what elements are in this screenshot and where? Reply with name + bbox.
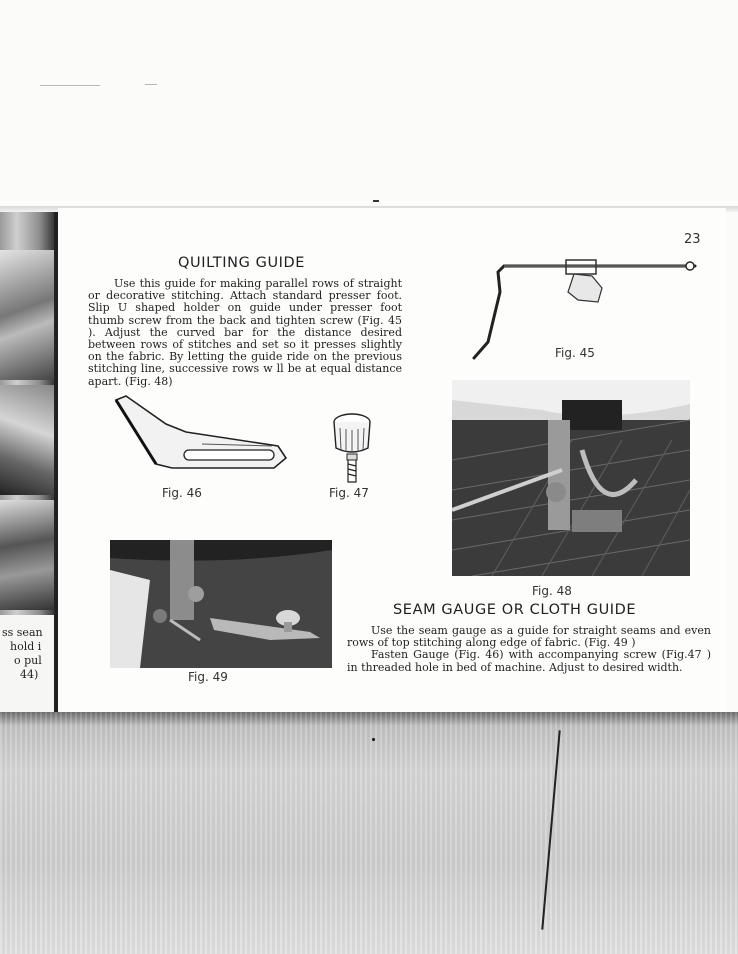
figure-49-photo — [110, 540, 332, 668]
left-page-photo — [0, 500, 54, 610]
thumb-screw-illustration — [328, 408, 378, 486]
scan-smudge — [40, 85, 100, 86]
left-page-fragment: ss sean — [2, 626, 43, 639]
page-number: 23 — [684, 232, 701, 247]
figure-49-caption: Fig. 49 — [188, 670, 228, 684]
seam-gauge-heading: SEAM GAUGE OR CLOTH GUIDE — [393, 602, 637, 618]
left-page-photo — [0, 250, 54, 380]
figure-48-caption: Fig. 48 — [532, 584, 572, 598]
seam-gauge-illustration — [112, 394, 292, 474]
figure-48-photo — [452, 380, 690, 576]
scan-dot — [372, 738, 375, 741]
figure-45-caption: Fig. 45 — [555, 346, 595, 360]
quilting-guide-paragraph — [88, 278, 402, 388]
seam-gauge-paragraphs — [347, 625, 711, 674]
left-page-fragment: 44) — [20, 668, 39, 681]
left-page-photo — [0, 385, 54, 495]
scan-background — [0, 712, 738, 954]
quilting-guide-heading: QUILTING GUIDE — [178, 255, 306, 271]
left-page-fragment: o pul — [14, 654, 42, 667]
figure-47-caption: Fig. 47 — [329, 486, 369, 500]
quilting-guide-text: Use this guide for making parallel rows of straight or decorative stitching. Attach standard presser foot. Slip U shaped holder on guide under presser foot thumb screw from the back and tighten screw (Fig. 45 ). Adjust the curved bar for the distance desired between rows of stitches and set so it presses slightly on the fabric. By letting the guide ride on the previous stitching line, successive rows w ll be at equal distance apart. (Fig. 48) — [88, 277, 402, 388]
figure-46-caption: Fig. 46 — [162, 486, 202, 500]
scan-smudge — [145, 84, 157, 85]
scan-mark — [373, 200, 379, 202]
seam-gauge-text-1: Use the seam gauge as a guide for straight seams and even rows of top stitching along edge of fabric. (Fig. 49 ) — [347, 624, 711, 650]
seam-gauge-text-2: Fasten Gauge (Fig. 46) with accompanying screw (Fig.47 ) in threaded hole in bed of machine. Adjust to desired width. — [347, 648, 711, 674]
left-page-fragment: hold i — [10, 640, 42, 653]
